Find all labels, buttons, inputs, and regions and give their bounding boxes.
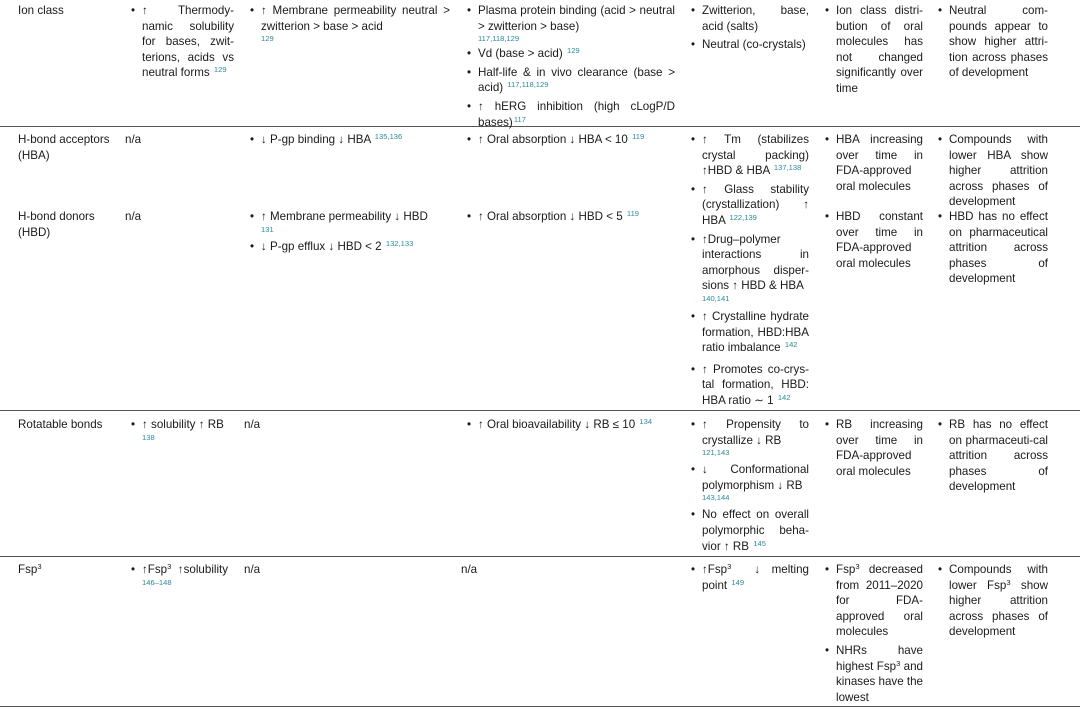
hba-solubility-na: n/a xyxy=(125,133,142,146)
ion-attrition-cell xyxy=(938,3,1048,84)
fsp-melting-bullet: • ↑Fsp$^3$ ↓ melting point $^{149}$ xyxy=(691,562,809,593)
hbond-cocrystal-bullet: • ↑ Promotes co-crys-tal formation, HBD: HBA ratio ∼ 1 $^{142}$ xyxy=(691,362,809,409)
rb-attrition-cell xyxy=(938,417,1048,498)
ion-solubility-bullet: • ↑ Thermody-namic solubility for bases, zwit-terions, acids vs neutral forms $^{129}$ xyxy=(131,3,234,81)
ion-solid-form-cell xyxy=(691,3,809,56)
ion-solubility-cell xyxy=(131,3,234,84)
hbond-tm-bullet: • ↑ Tm (stabilizes crystal packing) ↑HBD & HBA $^{137,138}$ xyxy=(691,132,809,179)
fsp-target-class-bullet: • NHRs have highest Fsp$^3$ and kinases have the lowest xyxy=(825,643,923,705)
hbd-absorption-bullet: • ↑ Oral absorption ↓ HBD < 5 $^{119}$ xyxy=(467,209,675,225)
rb-bioavailability-bullet: • ↑ Oral bioavailability ↓ RB ≤ 10 $^{134}$ xyxy=(467,417,675,433)
ion-vd-bullet: • Vd (base > acid) $^{129}$ xyxy=(467,46,675,62)
row-label-hbd: H-bond donors (HBD) xyxy=(18,210,95,239)
fsp-solubility-cell xyxy=(131,562,241,590)
rb-solubility-cell xyxy=(131,417,241,445)
hbd-pgp-bullet: • ↓ P-gp efflux ↓ HBD < 2 $^{132,133}$ xyxy=(250,239,450,255)
hbond-hydrate-bullet: • ↑ Crystalline hydrate formation, HBD:HBA ratio imbalance $^{142}$ xyxy=(691,309,809,356)
row-divider xyxy=(0,410,1080,411)
rb-permeability-na: n/a xyxy=(244,418,261,431)
hba-attrition-bullet: • Compounds with lower HBA show higher attrition across phases of development xyxy=(938,132,1048,210)
ion-permeability-cell xyxy=(250,3,450,46)
rb-solid-form-cell xyxy=(691,417,809,557)
rb-bioavailability-cell xyxy=(467,417,675,436)
rb-trend-cell xyxy=(825,417,923,482)
row-label-ion-class: Ion class xyxy=(18,4,64,17)
ion-salts-bullet: • Zwitterion, base, acid (salts) xyxy=(691,3,809,34)
ion-attrition-bullet: • Neutral com-pounds appear to show higher attri-tion across phases of development xyxy=(938,3,1048,81)
hbd-trend-bullet: • HBD constant over time in FDA-approved oral molecules xyxy=(825,209,923,271)
fsp-attrition-bullet: • Compounds with lower Fsp$^3$ show higher attrition across phases of development xyxy=(938,562,1048,640)
fsp-permeability-na: n/a xyxy=(244,563,261,576)
hba-absorption-cell xyxy=(467,132,675,151)
ion-herg-bullet: • ↑ hERG inhibition (high cLogP/D bases)$^{117}$ xyxy=(467,99,675,130)
ion-pk-cell xyxy=(467,3,675,133)
row-label-rotatable-bonds: Rotatable bonds xyxy=(18,418,103,431)
hba-trend-bullet: • HBA increasing over time in FDA-approved oral molecules xyxy=(825,132,923,194)
hbond-polymer-bullet: • ↑Drug–polymer interactions in amorphous disper-sions ↑ HBD & HBA 140,141 xyxy=(691,232,809,303)
rb-no-effect-bullet: • No effect on overall polymorphic beha-vior ↑ RB $^{145}$ xyxy=(691,507,809,554)
hba-pgp-cell xyxy=(250,132,450,151)
fsp-solid-form-cell xyxy=(691,562,809,596)
ion-permeability-bullet: • ↑ Membrane permeability neutral > zwitterion > base > acid 129 xyxy=(250,3,450,43)
hbd-solubility-na: n/a xyxy=(125,210,142,223)
fsp-pk-na: n/a xyxy=(461,563,478,576)
hbd-attrition-bullet: • HBD has no effect on pharmaceutical attrition across phases of development xyxy=(938,209,1048,287)
hba-trend-cell xyxy=(825,132,923,197)
rb-polymorphism-bullet: • ↓ Conformational polymorphism ↓ RB 143,144 xyxy=(691,462,809,502)
ion-trend-bullet: • Ion class distri-bution of oral molecules has not changed significantly over time xyxy=(825,3,923,97)
fsp-solubility-bullet: • ↑Fsp$^3$ ↑solubility 146–148 xyxy=(131,562,241,587)
fsp-decrease-bullet: • Fsp$^3$ decreased from 2011–2020 for FDA-approved oral molecules xyxy=(825,562,923,640)
rb-solubility-bullet: • ↑ solubility ↑ RB 138 xyxy=(131,417,241,442)
row-label-fsp3: Fsp$^3$ xyxy=(18,562,42,576)
hbd-permeability-bullet: • ↑ Membrane permeability ↓ HBD 131 xyxy=(250,209,450,234)
row-label-hba: H-bond acceptors (HBA) xyxy=(18,133,110,162)
hbond-solid-form-cell xyxy=(691,132,809,412)
hbd-attrition-cell xyxy=(938,209,1048,290)
hbd-permeability-cell xyxy=(250,209,450,257)
hba-pgp-bullet: • ↓ P-gp binding ↓ HBA $^{135,136}$ xyxy=(250,132,450,148)
hba-absorption-bullet: • ↑ Oral absorption ↓ HBA < 10 $^{119}$ xyxy=(467,132,675,148)
fsp-attrition-cell xyxy=(938,562,1048,643)
row-divider xyxy=(0,556,1080,557)
hba-attrition-cell xyxy=(938,132,1048,213)
rb-crystallize-bullet: • ↑ Propensity to crystallize ↓ RB 121,143 xyxy=(691,417,809,457)
fsp-trend-cell xyxy=(825,562,923,708)
rb-attrition-bullet: • RB has no effect on pharmaceuti-cal attrition across phases of development xyxy=(938,417,1048,495)
rb-trend-bullet: • RB increasing over time in FDA-approved oral molecules xyxy=(825,417,923,479)
ion-ppb-bullet: • Plasma protein binding (acid > neutral > zwitterion > base) 117,118,129 xyxy=(467,3,675,43)
ion-cocrystals-bullet: • Neutral (co-crystals) xyxy=(691,37,809,53)
hbd-trend-cell xyxy=(825,209,923,274)
hbond-glass-bullet: • ↑ Glass stability (crystallization) ↑ HBA $^{122,139}$ xyxy=(691,182,809,229)
ion-halflife-bullet: • Half-life & in vivo clearance (base > acid) $^{117,118,129}$ xyxy=(467,65,675,96)
hbd-absorption-cell xyxy=(467,209,675,228)
ion-trend-cell xyxy=(825,3,923,100)
